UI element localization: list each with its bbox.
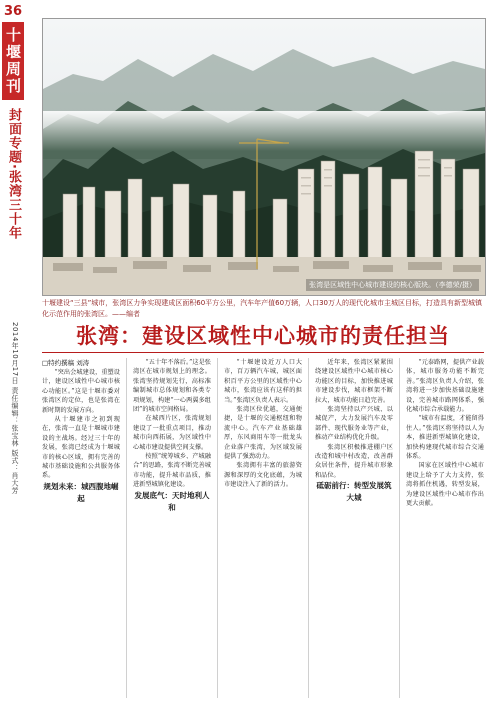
column-divider bbox=[126, 358, 127, 698]
city-photo bbox=[42, 18, 486, 296]
paragraph: “十堰建设近万人口大市，百万辆汽车城，城区面积百平方公里的区域性中心城市，张湾应该有这样的担当。”张湾区负责人表示。 bbox=[224, 359, 302, 404]
article-column-3 bbox=[224, 358, 302, 698]
photo-caption: 张湾是区域性中心城市建设的核心版块。（李德荣/摄） bbox=[306, 279, 479, 291]
section-topic: 封面专题·张湾三十年 bbox=[6, 108, 21, 240]
paragraph: “元泰路网，提供产业载体，城市服务功能不断完善。”张湾区负责人介绍，张湾将进一步加快基础设施建设，完善城市路网体系，强化城市综合承载能力。 bbox=[406, 359, 484, 414]
paragraph: 张湾区积极推进棚户区改造和城中村改造，改善群众居住条件，提升城市形象和品位。 bbox=[315, 443, 393, 479]
paragraph: 张湾坚持以产兴城、以城促产，大力发展汽车及零部件、现代服务业等产业，推动产业结构优化升级。 bbox=[315, 406, 393, 442]
article-column-4 bbox=[315, 358, 393, 698]
paragraph: “城市有温度，才能留得住人。”张湾区将坚持以人为本，推进新型城镇化建设，加快构建现代城市综合交通体系。 bbox=[406, 415, 484, 461]
paragraph: 在城西片区，张湾规划建设了一批重点项目，推动城市向西拓展，为区域性中心城市建设提供空间支撑。 bbox=[133, 415, 211, 451]
column-divider bbox=[308, 358, 309, 698]
paragraph: 从十堰建市之初到现在，张湾一直是十堰城市建设的主战场。经过三十年的发展，张湾已经成为十堰城市的核心区域，拥有完善的城市基础设施和公共服务体系。 bbox=[42, 416, 120, 480]
subhead-planning: 规划未来：城西腹地崛起 bbox=[43, 481, 119, 503]
section-banner bbox=[0, 0, 26, 703]
paragraph: 国家在区域性中心城市建设上给予了大力支持，张湾将抓住机遇，转型发展，为建设区域性中心城市作出更大贡献。 bbox=[406, 462, 484, 508]
page-number: 36 bbox=[3, 4, 23, 19]
paragraph: 张湾区位优越，交通便捷，是十堰的交通枢纽和物流中心。汽车产业基础雄厚，东风商用车等一批龙头企业落户张湾，为区域发展提供了强劲动力。 bbox=[224, 406, 302, 461]
paragraph: 张湾拥有丰富的旅游资源和深厚的文化底蕴，为城市建设注入了新的活力。 bbox=[224, 462, 302, 489]
column-divider bbox=[399, 358, 400, 698]
city-skyline-illustration bbox=[43, 19, 485, 295]
article-body bbox=[42, 358, 484, 698]
section-meta: 2014年10月17日 责任编辑：张宝林 版式：肖大芳 bbox=[11, 322, 19, 495]
paragraph: “五十年不落后。”这是张湾区在城市规划上的理念。张湾坚持规划先行，高标准编制城市总体规划和各类专项规划，构建“一心两翼多组团”的城市空间格局。 bbox=[133, 359, 211, 414]
section-name: 十堰周刊 bbox=[2, 22, 24, 100]
paragraph: “突出会城建设，重塑设计，建设区域性中心城市核心功能区。”这是十堰市委对张湾区的定位，也是张湾在新时期的发展方向。 bbox=[42, 369, 120, 414]
headline-rule bbox=[42, 352, 484, 353]
headline: 张湾：建设区域性中心城市的责任担当 bbox=[76, 323, 450, 348]
article-column-2 bbox=[133, 358, 211, 698]
byline: □特约撰稿 刘涛 bbox=[42, 359, 90, 367]
column-divider bbox=[217, 358, 218, 698]
paragraph: 近年来，张湾区紧紧围绕建设区域性中心城市核心功能区的目标，加快推进城市建设步伐，城市框架不断拉大，城市功能日趋完善。 bbox=[315, 359, 393, 404]
paragraph: 按照“统筹城乡、产城融合”的思路，张湾不断完善城市功能，提升城市品质，推进新型城镇化建设。 bbox=[133, 453, 211, 489]
subhead-transformation: 砥砺前行：转型发展筑大城 bbox=[316, 481, 392, 503]
subhead-development: 发展底气：天时地利人和 bbox=[134, 490, 210, 512]
lead-paragraph: 十堰建设“三县”城市，张湾区力争实现建成区面积60平方公里，汽车年产值60万辆，人口30万人的现代化城市主城区目标，打造具有新型城镇化示范作用的张湾区。——编者 bbox=[42, 299, 482, 318]
article-column-1 bbox=[42, 358, 120, 698]
article-column-5 bbox=[406, 358, 484, 698]
